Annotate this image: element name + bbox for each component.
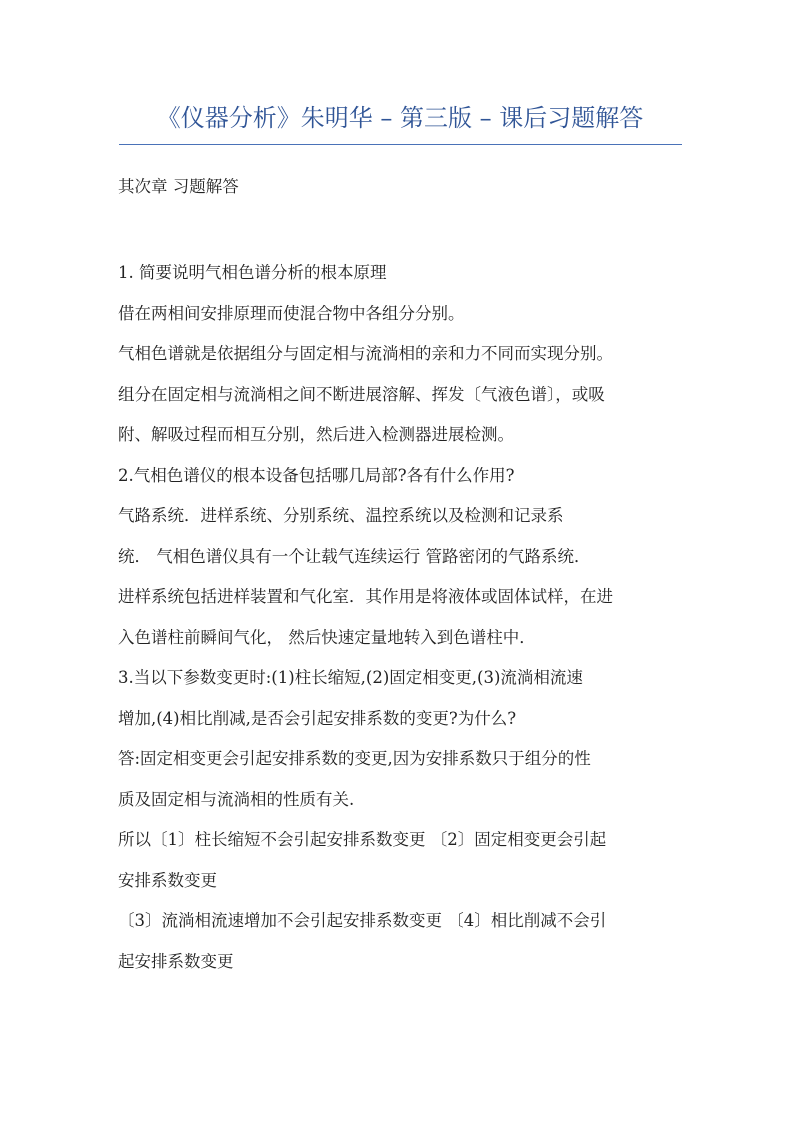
text-line: 质及固定相与流淌相的性质有关. [118,789,355,809]
text-line: 组分在固定相与流淌相之间不断进展溶解、挥发〔气液色谱〕，或吸 [118,384,605,404]
text-line: 统． 气相色谱仪具有一个让载气连续运行 管路密闭的气路系统． [118,546,591,566]
text-line: 所以〔1〕柱长缩短不会引起安排系数变更 〔2〕固定相变更会引起 [118,830,607,849]
text-line: 3.当以下参数变更时:(1)柱长缩短,(2)固定相变更,(3)流淌相流速 [118,668,583,687]
text-line: 进样系统包括进样装置和气化室．其作用是将液体或固体试样，在进 [118,587,613,606]
text-line: 起安排系数变更 [118,951,234,971]
text-line: 〔3〕流淌相流速增加不会引起安排系数变更 〔4〕相比削减不会引 [118,911,607,930]
text-line: 入色谱柱前瞬间气化， 然后快速定量地转入到色谱柱中． [118,627,536,647]
text-line: 气相色谱就是依据组分与固定相与流淌相的亲和力不同而实现分别。 [118,344,613,363]
title-underline [119,144,682,145]
document-title: 《仪器分析》朱明华 – 第三版 – 课后习题解答 [156,104,644,132]
text-line: 气路系统．进样系统、分别系统、温控系统以及检测和记录系 [118,506,564,525]
text-line: 2.气相色谱仪的根本设备包括哪几局部?各有什么作用? [118,465,515,485]
text-line: 借在两相间安排原理而使混合物中各组分分别。 [118,303,465,323]
text-line: 增加,(4)相比削减,是否会引起安排系数的变更?为什么? [118,708,517,728]
text-line: 附、解吸过程而相互分别，然后进入检测器进展检测。 [118,425,514,444]
chapter-heading: 其次章 习题解答 [118,177,239,196]
text-line: 1. 简要说明气相色谱分析的根本原理 [118,263,387,282]
text-line: 答:固定相变更会引起安排系数的变更,因为安排系数只于组分的性 [118,749,591,768]
body-text [118,253,688,982]
text-line: 安排系数变更 [118,870,217,890]
